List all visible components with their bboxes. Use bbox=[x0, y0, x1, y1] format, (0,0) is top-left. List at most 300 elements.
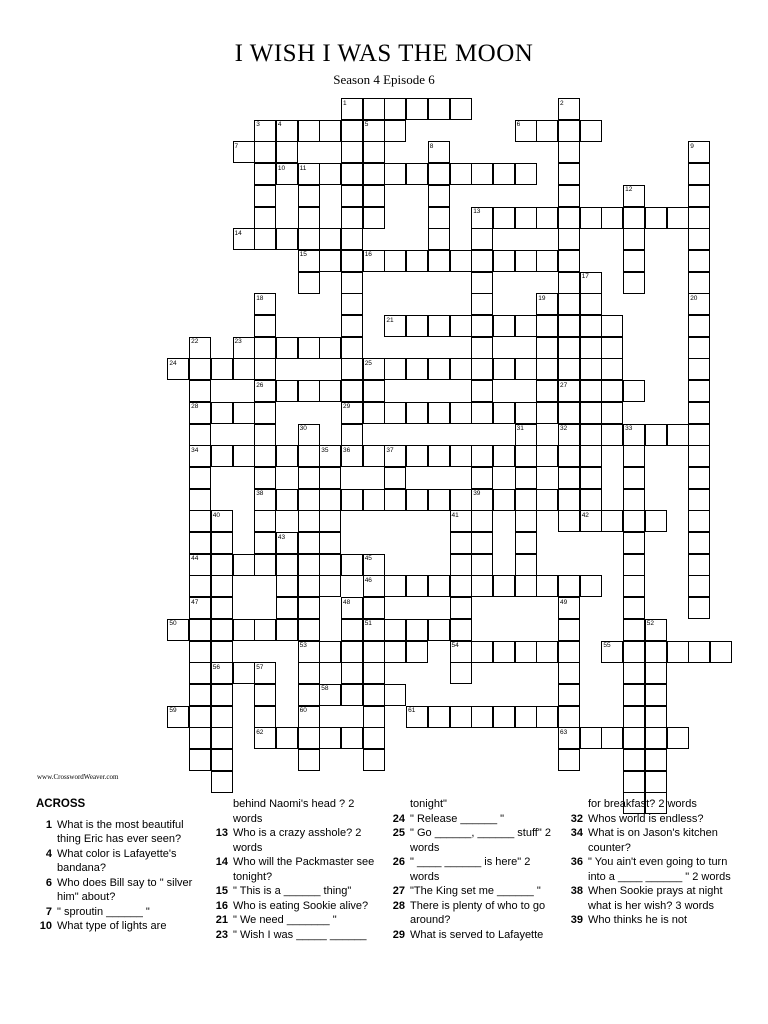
grid-cell[interactable] bbox=[211, 771, 233, 793]
grid-cell[interactable] bbox=[558, 315, 580, 337]
grid-cell[interactable] bbox=[601, 337, 623, 359]
grid-cell[interactable] bbox=[363, 98, 385, 120]
grid-cell[interactable] bbox=[471, 272, 493, 294]
grid-cell[interactable] bbox=[536, 250, 558, 272]
grid-cell[interactable] bbox=[471, 163, 493, 185]
grid-cell[interactable] bbox=[276, 141, 298, 163]
grid-cell[interactable] bbox=[667, 727, 689, 749]
grid-cell[interactable] bbox=[428, 250, 450, 272]
grid-cell[interactable] bbox=[688, 315, 710, 337]
grid-cell[interactable] bbox=[276, 380, 298, 402]
grid-cell[interactable] bbox=[341, 185, 363, 207]
grid-cell[interactable] bbox=[363, 380, 385, 402]
grid-cell[interactable] bbox=[254, 337, 276, 359]
grid-cell[interactable] bbox=[471, 467, 493, 489]
grid-cell[interactable] bbox=[298, 467, 320, 489]
grid-cell[interactable] bbox=[515, 641, 537, 663]
grid-cell[interactable] bbox=[580, 120, 602, 142]
grid-cell[interactable] bbox=[189, 358, 211, 380]
grid-cell[interactable] bbox=[189, 380, 211, 402]
grid-cell[interactable] bbox=[319, 337, 341, 359]
grid-cell[interactable] bbox=[233, 662, 255, 684]
grid-cell[interactable] bbox=[688, 641, 710, 663]
grid-cell[interactable] bbox=[450, 532, 472, 554]
grid-cell[interactable] bbox=[428, 163, 450, 185]
grid-cell[interactable] bbox=[384, 98, 406, 120]
grid-cell[interactable] bbox=[536, 402, 558, 424]
grid-cell[interactable] bbox=[384, 250, 406, 272]
grid-cell[interactable] bbox=[667, 424, 689, 446]
grid-cell[interactable] bbox=[189, 749, 211, 771]
grid-cell[interactable] bbox=[558, 228, 580, 250]
grid-cell[interactable] bbox=[428, 185, 450, 207]
grid-cell[interactable] bbox=[450, 315, 472, 337]
grid-cell[interactable] bbox=[558, 185, 580, 207]
grid-cell[interactable] bbox=[254, 402, 276, 424]
grid-cell[interactable] bbox=[341, 424, 363, 446]
grid-cell[interactable] bbox=[558, 706, 580, 728]
grid-cell[interactable] bbox=[233, 445, 255, 467]
grid-cell[interactable] bbox=[558, 684, 580, 706]
grid-cell[interactable] bbox=[471, 293, 493, 315]
grid-cell[interactable] bbox=[558, 510, 580, 532]
grid-cell[interactable] bbox=[254, 619, 276, 641]
grid-cell[interactable] bbox=[601, 424, 623, 446]
grid-cell[interactable] bbox=[406, 641, 428, 663]
grid-cell[interactable] bbox=[515, 358, 537, 380]
grid-cell[interactable] bbox=[471, 315, 493, 337]
grid-cell[interactable] bbox=[298, 749, 320, 771]
grid-cell[interactable] bbox=[536, 315, 558, 337]
grid-cell[interactable] bbox=[623, 467, 645, 489]
grid-cell[interactable] bbox=[493, 315, 515, 337]
grid-cell[interactable] bbox=[580, 293, 602, 315]
grid-cell[interactable] bbox=[406, 250, 428, 272]
grid-cell[interactable] bbox=[428, 575, 450, 597]
grid-cell[interactable] bbox=[189, 641, 211, 663]
grid-cell[interactable] bbox=[558, 402, 580, 424]
grid-cell[interactable] bbox=[580, 337, 602, 359]
grid-cell[interactable] bbox=[471, 510, 493, 532]
grid-cell[interactable] bbox=[189, 706, 211, 728]
grid-cell[interactable] bbox=[319, 510, 341, 532]
grid-cell[interactable] bbox=[363, 641, 385, 663]
grid-cell[interactable] bbox=[428, 358, 450, 380]
grid-cell[interactable] bbox=[623, 749, 645, 771]
grid-cell[interactable] bbox=[384, 641, 406, 663]
grid-cell[interactable] bbox=[580, 207, 602, 229]
grid-cell[interactable] bbox=[428, 98, 450, 120]
grid-cell[interactable] bbox=[211, 597, 233, 619]
grid-cell[interactable] bbox=[276, 597, 298, 619]
grid-cell[interactable] bbox=[450, 575, 472, 597]
grid-cell[interactable] bbox=[298, 619, 320, 641]
grid-cell[interactable] bbox=[515, 315, 537, 337]
grid-cell[interactable] bbox=[254, 315, 276, 337]
grid-cell[interactable] bbox=[406, 315, 428, 337]
grid-cell[interactable] bbox=[428, 228, 450, 250]
grid-cell[interactable] bbox=[558, 489, 580, 511]
grid-cell[interactable] bbox=[515, 163, 537, 185]
grid-cell[interactable] bbox=[623, 250, 645, 272]
grid-cell[interactable] bbox=[406, 98, 428, 120]
grid-cell[interactable] bbox=[428, 315, 450, 337]
grid-cell[interactable] bbox=[515, 402, 537, 424]
grid-cell[interactable] bbox=[298, 380, 320, 402]
grid-cell[interactable] bbox=[254, 163, 276, 185]
grid-cell[interactable] bbox=[211, 402, 233, 424]
grid-cell[interactable] bbox=[276, 575, 298, 597]
grid-cell[interactable] bbox=[254, 185, 276, 207]
grid-cell[interactable] bbox=[645, 207, 667, 229]
grid-cell[interactable] bbox=[211, 575, 233, 597]
grid-cell[interactable] bbox=[384, 163, 406, 185]
grid-cell[interactable] bbox=[298, 597, 320, 619]
grid-cell[interactable] bbox=[688, 532, 710, 554]
grid-cell[interactable] bbox=[363, 489, 385, 511]
grid-cell[interactable] bbox=[515, 467, 537, 489]
grid-cell[interactable] bbox=[623, 706, 645, 728]
grid-cell[interactable] bbox=[688, 554, 710, 576]
grid-cell[interactable] bbox=[254, 141, 276, 163]
grid-cell[interactable] bbox=[688, 380, 710, 402]
grid-cell[interactable] bbox=[341, 619, 363, 641]
grid-cell[interactable] bbox=[688, 358, 710, 380]
grid-cell[interactable] bbox=[645, 424, 667, 446]
grid-cell[interactable] bbox=[254, 532, 276, 554]
grid-cell[interactable] bbox=[601, 380, 623, 402]
grid-cell[interactable] bbox=[189, 424, 211, 446]
grid-cell[interactable] bbox=[189, 662, 211, 684]
grid-cell[interactable] bbox=[319, 641, 341, 663]
grid-cell[interactable] bbox=[319, 120, 341, 142]
grid-cell[interactable] bbox=[688, 597, 710, 619]
grid-cell[interactable] bbox=[211, 641, 233, 663]
grid-cell[interactable] bbox=[341, 727, 363, 749]
grid-cell[interactable] bbox=[536, 337, 558, 359]
grid-cell[interactable] bbox=[471, 641, 493, 663]
grid-cell[interactable] bbox=[341, 662, 363, 684]
grid-cell[interactable] bbox=[536, 120, 558, 142]
grid-cell[interactable] bbox=[341, 250, 363, 272]
grid-cell[interactable] bbox=[580, 445, 602, 467]
grid-cell[interactable] bbox=[384, 467, 406, 489]
grid-cell[interactable] bbox=[363, 706, 385, 728]
grid-cell[interactable] bbox=[515, 445, 537, 467]
grid-cell[interactable] bbox=[384, 575, 406, 597]
grid-cell[interactable] bbox=[298, 684, 320, 706]
grid-cell[interactable] bbox=[558, 293, 580, 315]
grid-cell[interactable] bbox=[341, 272, 363, 294]
grid-cell[interactable] bbox=[363, 749, 385, 771]
grid-cell[interactable] bbox=[623, 228, 645, 250]
grid-cell[interactable] bbox=[580, 315, 602, 337]
grid-cell[interactable] bbox=[384, 358, 406, 380]
grid-cell[interactable] bbox=[558, 575, 580, 597]
grid-cell[interactable] bbox=[341, 337, 363, 359]
grid-cell[interactable] bbox=[515, 510, 537, 532]
grid-cell[interactable] bbox=[515, 532, 537, 554]
grid-cell[interactable] bbox=[493, 402, 515, 424]
grid-cell[interactable] bbox=[189, 684, 211, 706]
grid-cell[interactable] bbox=[536, 489, 558, 511]
grid-cell[interactable] bbox=[623, 272, 645, 294]
grid-cell[interactable] bbox=[276, 489, 298, 511]
grid-cell[interactable] bbox=[688, 337, 710, 359]
grid-cell[interactable] bbox=[688, 424, 710, 446]
grid-cell[interactable] bbox=[623, 532, 645, 554]
grid-cell[interactable] bbox=[450, 619, 472, 641]
grid-cell[interactable] bbox=[471, 337, 493, 359]
grid-cell[interactable] bbox=[645, 771, 667, 793]
grid-cell[interactable] bbox=[189, 489, 211, 511]
grid-cell[interactable] bbox=[384, 489, 406, 511]
grid-cell[interactable] bbox=[580, 727, 602, 749]
grid-cell[interactable] bbox=[233, 402, 255, 424]
grid-cell[interactable] bbox=[298, 185, 320, 207]
grid-cell[interactable] bbox=[189, 467, 211, 489]
grid-cell[interactable] bbox=[276, 554, 298, 576]
grid-cell[interactable] bbox=[558, 641, 580, 663]
grid-cell[interactable] bbox=[254, 424, 276, 446]
grid-cell[interactable] bbox=[493, 706, 515, 728]
grid-cell[interactable] bbox=[515, 575, 537, 597]
grid-cell[interactable] bbox=[406, 445, 428, 467]
grid-cell[interactable] bbox=[623, 575, 645, 597]
grid-cell[interactable] bbox=[558, 358, 580, 380]
grid-cell[interactable] bbox=[536, 358, 558, 380]
grid-cell[interactable] bbox=[493, 445, 515, 467]
grid-cell[interactable] bbox=[319, 467, 341, 489]
grid-cell[interactable] bbox=[363, 185, 385, 207]
grid-cell[interactable] bbox=[558, 141, 580, 163]
grid-cell[interactable] bbox=[688, 510, 710, 532]
grid-cell[interactable] bbox=[623, 619, 645, 641]
grid-cell[interactable] bbox=[341, 315, 363, 337]
grid-cell[interactable] bbox=[319, 532, 341, 554]
grid-cell[interactable] bbox=[601, 727, 623, 749]
grid-cell[interactable] bbox=[623, 684, 645, 706]
grid-cell[interactable] bbox=[276, 619, 298, 641]
grid-cell[interactable] bbox=[298, 228, 320, 250]
grid-cell[interactable] bbox=[254, 207, 276, 229]
grid-cell[interactable] bbox=[298, 272, 320, 294]
grid-cell[interactable] bbox=[515, 554, 537, 576]
grid-cell[interactable] bbox=[493, 207, 515, 229]
grid-cell[interactable] bbox=[623, 510, 645, 532]
grid-cell[interactable] bbox=[298, 575, 320, 597]
grid-cell[interactable] bbox=[601, 358, 623, 380]
grid-cell[interactable] bbox=[558, 749, 580, 771]
grid-cell[interactable] bbox=[623, 727, 645, 749]
grid-cell[interactable] bbox=[276, 228, 298, 250]
grid-cell[interactable] bbox=[450, 402, 472, 424]
grid-cell[interactable] bbox=[645, 641, 667, 663]
grid-cell[interactable] bbox=[688, 185, 710, 207]
grid-cell[interactable] bbox=[623, 489, 645, 511]
grid-cell[interactable] bbox=[298, 554, 320, 576]
grid-cell[interactable] bbox=[211, 358, 233, 380]
grid-cell[interactable] bbox=[384, 402, 406, 424]
grid-cell[interactable] bbox=[319, 489, 341, 511]
grid-cell[interactable] bbox=[580, 358, 602, 380]
grid-cell[interactable] bbox=[341, 141, 363, 163]
grid-cell[interactable] bbox=[688, 575, 710, 597]
grid-cell[interactable] bbox=[536, 641, 558, 663]
grid-cell[interactable] bbox=[406, 163, 428, 185]
grid-cell[interactable] bbox=[406, 575, 428, 597]
grid-cell[interactable] bbox=[189, 532, 211, 554]
grid-cell[interactable] bbox=[471, 575, 493, 597]
grid-cell[interactable] bbox=[471, 554, 493, 576]
grid-cell[interactable] bbox=[428, 445, 450, 467]
grid-cell[interactable] bbox=[493, 641, 515, 663]
grid-cell[interactable] bbox=[450, 662, 472, 684]
grid-cell[interactable] bbox=[319, 727, 341, 749]
grid-cell[interactable] bbox=[493, 358, 515, 380]
grid-cell[interactable] bbox=[471, 532, 493, 554]
grid-cell[interactable] bbox=[493, 250, 515, 272]
grid-cell[interactable] bbox=[667, 207, 689, 229]
grid-cell[interactable] bbox=[428, 706, 450, 728]
grid-cell[interactable] bbox=[341, 358, 363, 380]
grid-cell[interactable] bbox=[515, 489, 537, 511]
grid-cell[interactable] bbox=[363, 662, 385, 684]
grid-cell[interactable] bbox=[254, 554, 276, 576]
grid-cell[interactable] bbox=[580, 467, 602, 489]
grid-cell[interactable] bbox=[536, 445, 558, 467]
grid-cell[interactable] bbox=[276, 445, 298, 467]
grid-cell[interactable] bbox=[319, 554, 341, 576]
grid-cell[interactable] bbox=[450, 250, 472, 272]
grid-cell[interactable] bbox=[558, 467, 580, 489]
grid-cell[interactable] bbox=[601, 402, 623, 424]
grid-cell[interactable] bbox=[471, 380, 493, 402]
grid-cell[interactable] bbox=[363, 684, 385, 706]
grid-cell[interactable] bbox=[623, 771, 645, 793]
grid-cell[interactable] bbox=[450, 597, 472, 619]
grid-cell[interactable] bbox=[450, 358, 472, 380]
grid-cell[interactable] bbox=[688, 163, 710, 185]
grid-cell[interactable] bbox=[363, 141, 385, 163]
grid-cell[interactable] bbox=[319, 250, 341, 272]
grid-cell[interactable] bbox=[298, 337, 320, 359]
grid-cell[interactable] bbox=[515, 706, 537, 728]
grid-cell[interactable] bbox=[363, 402, 385, 424]
grid-cell[interactable] bbox=[211, 532, 233, 554]
grid-cell[interactable] bbox=[363, 207, 385, 229]
grid-cell[interactable] bbox=[428, 489, 450, 511]
grid-cell[interactable] bbox=[319, 228, 341, 250]
grid-cell[interactable] bbox=[601, 510, 623, 532]
grid-cell[interactable] bbox=[601, 315, 623, 337]
grid-cell[interactable] bbox=[363, 597, 385, 619]
grid-cell[interactable] bbox=[623, 380, 645, 402]
grid-cell[interactable] bbox=[254, 684, 276, 706]
grid-cell[interactable] bbox=[276, 337, 298, 359]
grid-cell[interactable] bbox=[645, 749, 667, 771]
grid-cell[interactable] bbox=[319, 163, 341, 185]
grid-cell[interactable] bbox=[341, 228, 363, 250]
grid-cell[interactable] bbox=[580, 402, 602, 424]
grid-cell[interactable] bbox=[233, 358, 255, 380]
grid-cell[interactable] bbox=[298, 532, 320, 554]
grid-cell[interactable] bbox=[623, 641, 645, 663]
grid-cell[interactable] bbox=[341, 489, 363, 511]
grid-cell[interactable] bbox=[341, 641, 363, 663]
grid-cell[interactable] bbox=[471, 250, 493, 272]
grid-cell[interactable] bbox=[298, 120, 320, 142]
grid-cell[interactable] bbox=[450, 98, 472, 120]
grid-cell[interactable] bbox=[601, 207, 623, 229]
grid-cell[interactable] bbox=[471, 706, 493, 728]
grid-cell[interactable] bbox=[471, 402, 493, 424]
grid-cell[interactable] bbox=[406, 402, 428, 424]
grid-cell[interactable] bbox=[211, 554, 233, 576]
grid-cell[interactable] bbox=[276, 727, 298, 749]
grid-cell[interactable] bbox=[384, 619, 406, 641]
grid-cell[interactable] bbox=[688, 445, 710, 467]
grid-cell[interactable] bbox=[298, 489, 320, 511]
grid-cell[interactable] bbox=[580, 575, 602, 597]
grid-cell[interactable] bbox=[645, 510, 667, 532]
grid-cell[interactable] bbox=[298, 207, 320, 229]
grid-cell[interactable] bbox=[319, 380, 341, 402]
grid-cell[interactable] bbox=[298, 510, 320, 532]
grid-cell[interactable] bbox=[688, 272, 710, 294]
grid-cell[interactable] bbox=[558, 445, 580, 467]
grid-cell[interactable] bbox=[406, 489, 428, 511]
grid-cell[interactable] bbox=[515, 207, 537, 229]
grid-cell[interactable] bbox=[558, 337, 580, 359]
grid-cell[interactable] bbox=[189, 575, 211, 597]
grid-cell[interactable] bbox=[558, 250, 580, 272]
grid-cell[interactable] bbox=[254, 510, 276, 532]
grid-cell[interactable] bbox=[428, 207, 450, 229]
grid-cell[interactable] bbox=[623, 207, 645, 229]
grid-cell[interactable] bbox=[471, 445, 493, 467]
grid-cell[interactable] bbox=[319, 575, 341, 597]
grid-cell[interactable] bbox=[450, 163, 472, 185]
grid-cell[interactable] bbox=[536, 380, 558, 402]
grid-cell[interactable] bbox=[558, 120, 580, 142]
grid-cell[interactable] bbox=[211, 727, 233, 749]
grid-cell[interactable] bbox=[341, 380, 363, 402]
grid-cell[interactable] bbox=[688, 489, 710, 511]
grid-cell[interactable] bbox=[450, 489, 472, 511]
grid-cell[interactable] bbox=[298, 445, 320, 467]
grid-cell[interactable] bbox=[688, 228, 710, 250]
grid-cell[interactable] bbox=[384, 684, 406, 706]
grid-cell[interactable] bbox=[298, 662, 320, 684]
grid-cell[interactable] bbox=[688, 250, 710, 272]
grid-cell[interactable] bbox=[493, 575, 515, 597]
grid-cell[interactable] bbox=[298, 727, 320, 749]
grid-cell[interactable] bbox=[710, 641, 732, 663]
grid-cell[interactable] bbox=[406, 619, 428, 641]
grid-cell[interactable] bbox=[645, 662, 667, 684]
grid-cell[interactable] bbox=[450, 554, 472, 576]
grid-cell[interactable] bbox=[536, 207, 558, 229]
grid-cell[interactable] bbox=[558, 207, 580, 229]
grid-cell[interactable] bbox=[623, 554, 645, 576]
grid-cell[interactable] bbox=[536, 706, 558, 728]
grid-cell[interactable] bbox=[254, 445, 276, 467]
grid-cell[interactable] bbox=[558, 163, 580, 185]
grid-cell[interactable] bbox=[341, 554, 363, 576]
grid-cell[interactable] bbox=[688, 207, 710, 229]
grid-cell[interactable] bbox=[341, 163, 363, 185]
